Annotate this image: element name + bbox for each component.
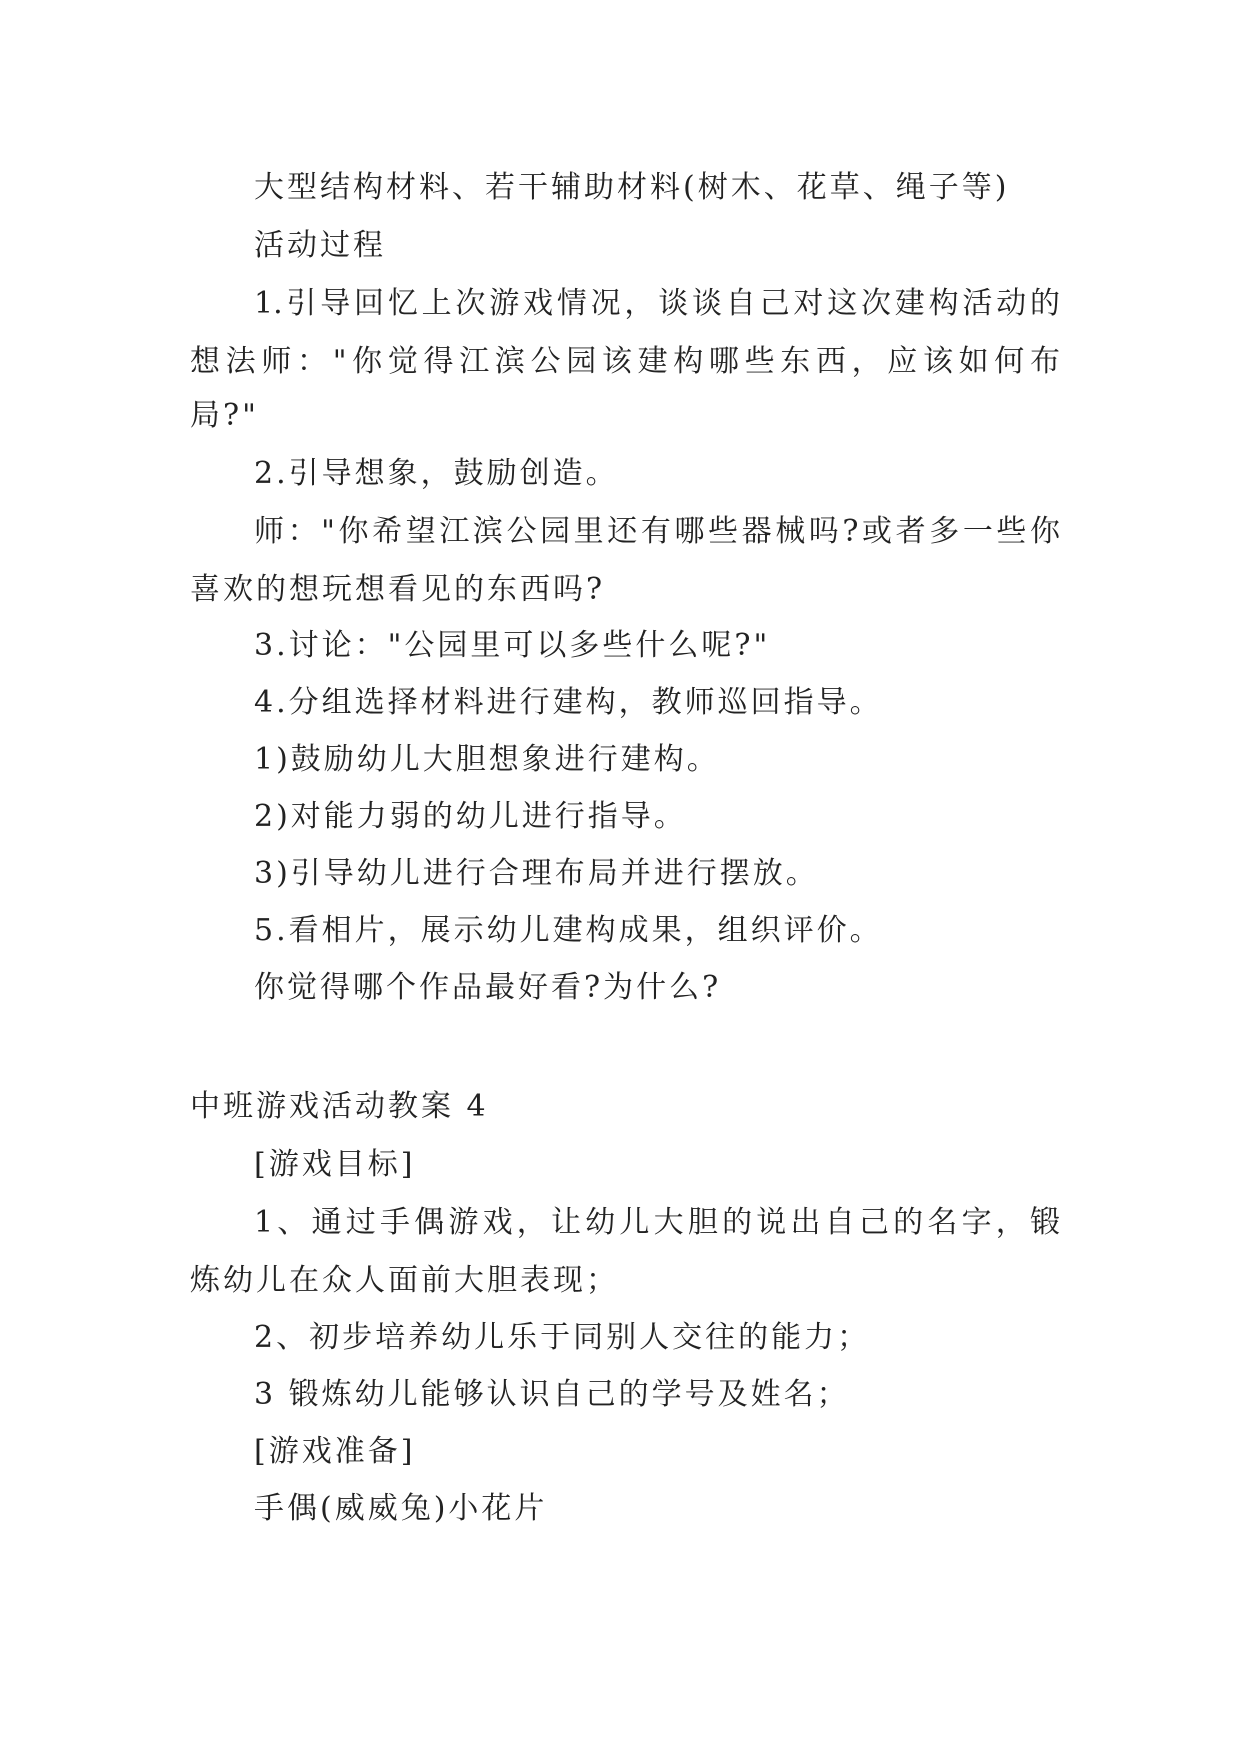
section-heading-game-goals: [游戏目标] [254, 1147, 416, 1182]
lesson-plan-title: 中班游戏活动教案 4 [190, 1089, 489, 1124]
section-heading-game-preparation: [游戏准备] [254, 1434, 416, 1469]
sub-step-1-line: 1)鼓励幼儿大胆想象进行建构。 [254, 742, 720, 777]
step-5-line: 5.看相片，展示幼儿建构成果，组织评价。 [254, 913, 883, 948]
materials-line: 大型结构材料、若干辅助材料(树木、花草、绳子等) [254, 170, 1010, 205]
goal-2-line: 2、初步培养幼儿乐于同别人交往的能力； [254, 1320, 871, 1355]
step-1-line-2: 想法师："你觉得江滨公园该建构哪些东西，应该如何布 [190, 344, 1060, 379]
evaluation-question-line: 你觉得哪个作品最好看?为什么? [254, 970, 722, 1005]
step-2-line: 2.引导想象，鼓励创造。 [254, 456, 619, 491]
step-1-line-1: 1.引导回忆上次游戏情况，谈谈自己对这次建构活动的 [254, 286, 1060, 321]
goal-1-line-2: 炼幼儿在众人面前大胆表现； [190, 1263, 619, 1298]
sub-step-3-line: 3)引导幼儿进行合理布局并进行摆放。 [254, 856, 819, 891]
sub-step-2-line: 2)对能力弱的幼儿进行指导。 [254, 799, 687, 834]
teacher-question-line-1: 师："你希望江滨公园里还有哪些器械吗?或者多一些你 [254, 514, 1060, 549]
section-heading-activity-process: 活动过程 [254, 228, 386, 263]
step-3-line: 3.讨论："公园里可以多些什么呢?" [254, 628, 771, 663]
step-1-line-3: 局?" [190, 398, 259, 433]
preparation-materials-line: 手偶(威威兔)小花片 [254, 1491, 548, 1526]
teacher-question-line-2: 喜欢的想玩想看见的东西吗? [190, 572, 606, 607]
goal-1-line-1: 1、通过手偶游戏，让幼儿大胆的说出自己的名字，锻 [254, 1205, 1060, 1240]
step-4-line: 4.分组选择材料进行建构，教师巡回指导。 [254, 685, 883, 720]
goal-3-line: 3 锻炼幼儿能够认识自己的学号及姓名； [254, 1377, 850, 1412]
